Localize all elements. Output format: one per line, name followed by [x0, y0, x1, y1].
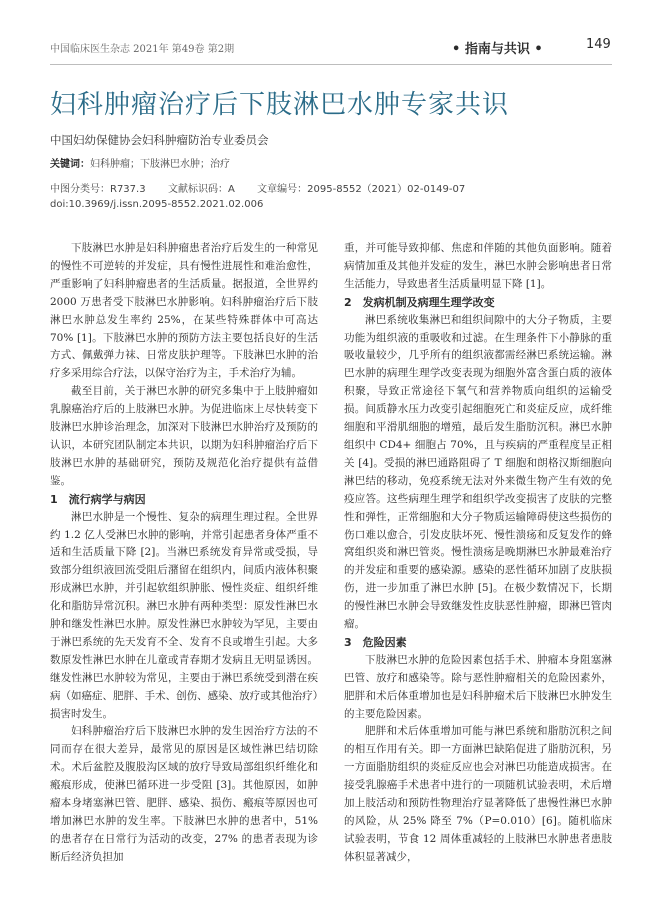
paragraph: 淋巴水肿是一个慢性、复杂的病理生理过程。全世界约 1.2 亿人受淋巴水肿的影响，并常引起患者身体严重不适和生活质量下降 [2]。当淋巴系统发育异常或受损，导致部分组织液回流受阻后潴留在组织内，间质内液体积聚形成淋巴水肿，并引起软组织肿胀、慢性炎症、组织纤维化和脂肪异常沉积。淋巴水肿有两种类型：原发性淋巴水肿和继发性淋巴水肿。原发性淋巴水肿较为罕见，主要由于淋巴系统的先天发育不全、发育不良或增生引起。大多数原发性淋巴水肿在儿童或青春期才发病且无明显诱因。继发性淋巴水肿较为常见，主要由于淋巴系统受到潜在疾病（如癌症、肥胖、手术、创伤、感染、放疗或其他治疗）损害时发生。 — [50, 510, 318, 720]
article-number-label: 文章编号： — [257, 184, 308, 195]
section-heading: 3 危险因素 — [344, 635, 407, 649]
paragraph: 截至目前，关于淋巴水肿的研究多集中于上肢肿瘤如乳腺癌治疗后的上肢淋巴水肿。为促进临床上尽快转变下肢淋巴水肿诊治理念，加深对下肢淋巴水肿治疗及预防的认识，本研究团队制定本共识，以期为妇科肿瘤治疗后下肢淋巴水肿的基础研究，预防及规范化治疗提供有益借鉴。 — [50, 385, 318, 487]
article-number-value: 2095-8552（2021）02-0149-07 — [307, 184, 466, 195]
keywords-line — [50, 155, 230, 170]
section-heading: 2 发病机制及病理生理学改变 — [344, 295, 495, 309]
paragraph: 下肢淋巴水肿是妇科肿瘤患者治疗后发生的一种常见的慢性不可逆转的并发症，具有慢性进展性和难治愈性，严重影响了妇科肿瘤患者的生活质量。据报道，全世界约 2000 万患者受下肢淋巴水肿影响。妇科肿瘤治疗后下肢淋巴水肿总发生率约 25%，在某些特殊群体中可高达 70% [1]。下肢淋巴水肿的预防方法主要包括良好的生活方式、佩戴弹力袜、日常皮肤护理等。下肢淋巴水肿的治疗多采用综合疗法，以保守治疗为主，手术治疗为辅。 — [50, 242, 318, 380]
doi-line: doi:10.3969/j.issn.2095-8552.2021.02.006 — [50, 199, 264, 210]
paragraph: 下肢淋巴水肿的危险因素包括手术、肿瘤本身阻塞淋巴管、放疗和感染等。除与恶性肿瘤相关的危险因素外，肥胖和术后体重增加也是妇科肿瘤术后下肢淋巴水肿发生的主要危险因素。 — [344, 653, 612, 720]
keywords-text: 妇科肿瘤；下肢淋巴水肿；治疗 — [90, 159, 230, 170]
left-column — [50, 240, 318, 867]
doc-code-label: 文献标识码： — [167, 184, 228, 195]
paragraph: 重，并可能导致抑郁、焦虑和伴随的其他负面影响。随着病情加重及其他并发症的发生，淋巴水肿会影响患者日常生活能力，导致患者生活质量明显下降 [1]。 — [344, 242, 612, 290]
journal-citation: 中国临床医生杂志 2021年 第49卷 第2期 — [50, 44, 235, 55]
doc-code-value: A — [227, 184, 235, 195]
clc-label: 中图分类号： — [50, 184, 110, 195]
right-column — [344, 240, 612, 867]
paragraph: 妇科肿瘤治疗后下肢淋巴水肿的发生因治疗方法的不同而存在很大差异，最常见的原因是区域性淋巴结切除术。术后盆腔及腹股沟区域的放疗导致局部组织纤维化和瘢痕形成，使淋巴循环进一步受阻 [3]。其他原因，如肿瘤本身堵塞淋巴管、肥胖、感染、损伤、瘢痕等原因也可增加淋巴水肿的发生率。下肢淋巴水肿的患者中，51% 的患者存在日常行为活动的改变，27% 的患者表现为诊断后经济负担加 — [50, 725, 318, 863]
header-rule — [50, 64, 612, 65]
page-number: 149 — [586, 37, 611, 52]
classification-line — [50, 180, 465, 195]
section-heading: 1 流行病学与病因 — [50, 492, 146, 506]
author-line: 中国妇幼保健协会妇科肿瘤防治专业委员会 — [50, 133, 269, 147]
article-title: 妇科肿瘤治疗后下肢淋巴水肿专家共识 — [50, 90, 510, 120]
clc-value: R737.3 — [110, 184, 146, 195]
paragraph: 淋巴系统收集淋巴和组织间隙中的大分子物质，主要功能为组织液的重吸收和过滤。在生理条件下小静脉的重吸收量较少，几乎所有的组织液都需经淋巴系统运输。淋巴水肿的病理生理学改变表现为细胞外富含蛋白质的液体积聚，导致正常途径下氧气和营养物质向组织的运输受损。间质静水压力改变引起细胞死亡和炎症反应，成纤维细胞和平滑肌细胞的增殖，最后发生脂肪沉积。淋巴水肿组织中 CD4+ 细胞占 70%，且与疾病的严重程度呈正相关 [4]。受损的淋巴通路阻碍了 T 细胞和朗格汉斯细胞向淋巴结的移动，免疫系统无法对外来微生物产生有效的免疫应答。这些病理生理学和组织学改变损害了皮肤的完整性和弹性，正常细胞和大分子物质运输障碍使这些损伤的伤口难以愈合，引发皮肤坏死、慢性溃疡和反复发作的蜂窝组织炎和淋巴管炎。慢性溃疡是晚期淋巴水肿最难治疗的并发症和重要的感染源。感染的恶性循环加剧了皮肤损伤，进一步加重了淋巴水肿 [5]。在极少数情况下，长期的慢性淋巴水肿会导致继发性皮肤恶性肿瘤，即淋巴管肉瘤。 — [344, 313, 612, 631]
section-label: • 指南与共识 • — [452, 42, 543, 57]
keywords-label: 关键词： — [50, 159, 90, 170]
paragraph: 肥胖和术后体重增加可能与淋巴系统和脂肪沉积之间的相互作用有关。即一方面淋巴缺陷促进了脂肪沉积，另一方面脂肪组织的炎症反应也会对淋巴功能造成损害。在接受乳腺癌手术患者中进行的一项随机试验表明，术后增加上肢活动和预防性物理治疗显著降低了患慢性淋巴水肿的风险，从 25% 降至 7%（P=0.010）[6]。随机临床试验表明，节食 12 周体重减轻的上肢淋巴水肿患者患肢体积显著减少， — [344, 725, 612, 863]
